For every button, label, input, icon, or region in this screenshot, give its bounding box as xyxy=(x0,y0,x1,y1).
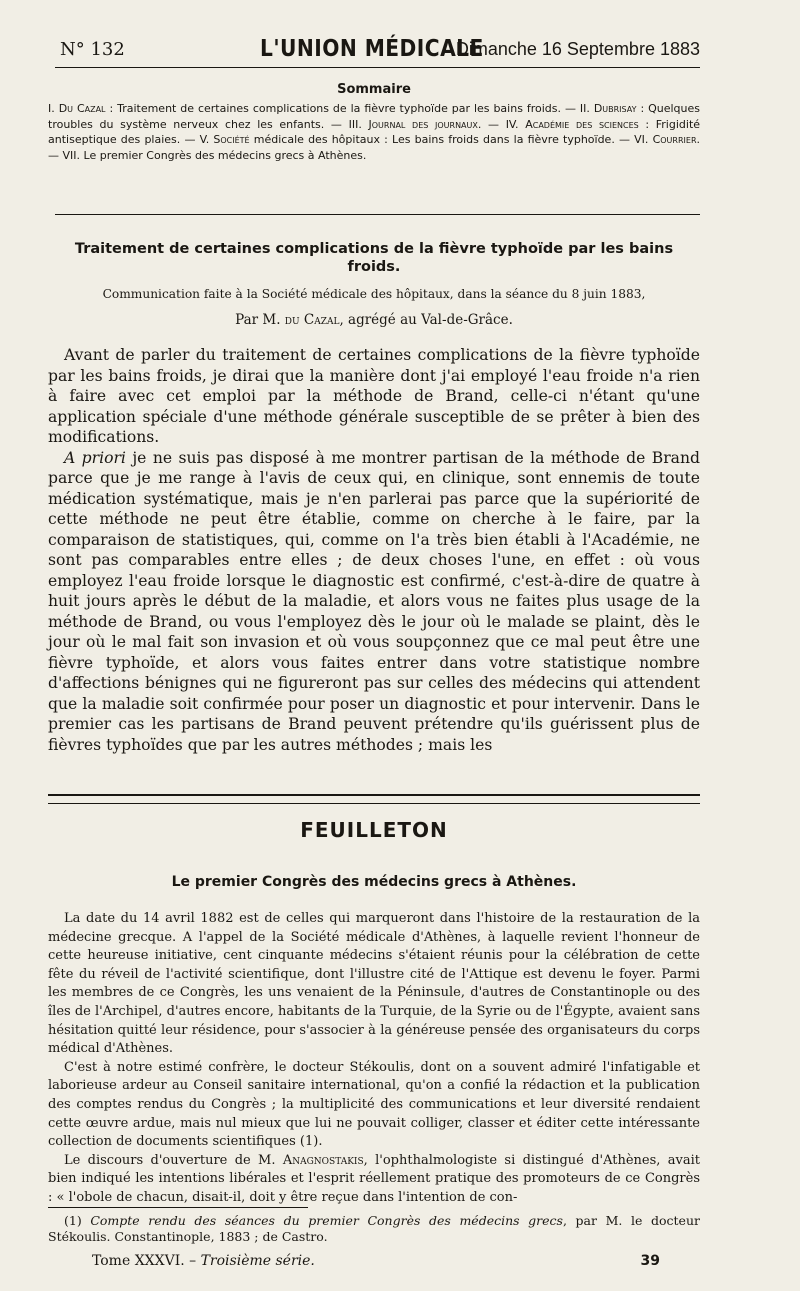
summary-rule xyxy=(55,214,700,215)
summary-item-6: VI. Courrier. — xyxy=(48,133,701,162)
author-name: du Cazal xyxy=(284,312,340,328)
issue-date: Dimanche 16 Septembre 1883 xyxy=(455,39,700,59)
summary-item-5: V. Société médicale des hôpitaux : Les bains froids dans la fièvre typhoïde. — xyxy=(199,133,635,147)
article-body xyxy=(48,345,700,755)
summary-item-2: II. Dubrisay : Quelques troubles du système nerveux chez les enfants. — xyxy=(48,102,700,131)
footnote-title: Compte rendu des séances du premier Congrès des médecins grecs xyxy=(90,1213,563,1228)
article-title: Traitement de certaines complications de la fièvre typhoïde par les bains froids. xyxy=(74,241,674,275)
summary-item-3: III. Journal des journaux. — xyxy=(348,117,506,131)
article-communication: Communication faite à la Société médicale des hôpitaux, dans la séance du 8 juin 1883, xyxy=(102,287,646,301)
journal-title: L'UNION MÉDICALE xyxy=(260,36,484,62)
issue-number: N° 132 xyxy=(60,39,125,60)
article-paragraph: Avant de parler du traitement de certaines complications de la fièvre typhoïde par les bains froids, je dirai que la manière dont j'ai employé l'eau froide n'a rien à faire avec cet emploi par la méthode de Brand, celle-ci n'étant qu'une application spéciale d'une méthode générale susceptible de se prêter à bien des modifications. xyxy=(48,346,700,446)
feuilleton-subtitle: Le premier Congrès des médecins grecs à Athènes. xyxy=(171,874,577,890)
summary-item-4: IV. Académie des sciences : Frigidité antiseptique des plaies. — xyxy=(48,117,701,147)
summary-section xyxy=(48,82,700,163)
masthead xyxy=(52,32,700,62)
volume-label: Tome XXXVI. – Troisième série. xyxy=(92,1253,315,1269)
article-byline: Par M. du Cazal, agrégé au Val-de-Grâce. xyxy=(235,312,513,328)
page-footer xyxy=(48,1253,700,1273)
summary-item-1: I. Du Cazal : Traitement de certaines complications de la fièvre typhoïde par les bains froids. — xyxy=(48,102,580,116)
summary-item-7: VII. Le premier Congrès des médecins grecs à Athènes. xyxy=(62,148,367,162)
feuilleton-body xyxy=(48,910,700,1208)
article-paragraph: A priori je ne suis pas disposé à me montrer partisan de la méthode de Brand parce que je me range à l'avis de ceux qui, en clinique, sont ennemis de toute médication systématique, mais je n'en parlerai pas parce que la supériorité de cette méthode ne peut être établie, comme on cherche à le faire, par la comparaison de statistiques, qui, comme on l'a très bien établi à l'Académie, ne sont pas comparables entre elles ; de deux choses l'une, en effet : où vous employez l'eau froide lorsque le diagnostic est confirmé, c'est-à-dire de quatre à huit jours après le début de la maladie, et alors vous ne faites plus usage de la méthode de Brand, ou vous l'employez dès le jour où le malade se plaint, dès le jour où le mal fait son invasion et où vous soupçonnez que ce mal peut être une fièvre typhoïde, et alors vous faites entrer dans votre statistique nombre d'affections bénignes qui ne figureront pas sur celles des médecins qui attendent que la maladie soit confirmée pour poser un diagnostic et pour intervenir. Dans le premier cas les partisans de Brand peuvent prétendre qu'ils guérissent plus de fièvres typhoïdes que par les autres méthodes ; mais les xyxy=(48,448,700,754)
masthead-rule xyxy=(55,67,700,68)
footnote: (1) Compte rendu des séances du premier Congrès des médecins grecs, par M. le docteur Stékoulis. Constantinople, 1883 ; de Castro. xyxy=(48,1213,700,1245)
section-divider xyxy=(48,794,700,804)
feuilleton-paragraph: Le discours d'ouverture de M. Anagnostakis, l'ophthalmologiste si distingué d'Athènes, avait bien indiqué les intentions libérales et l'esprit réellement pratique des promoteurs de ce Congrès : « l'obole de chacun, disait-il, doit y être reçue dans l'intention de con- xyxy=(48,1152,700,1205)
page-number: 39 xyxy=(640,1253,660,1269)
summary-list xyxy=(48,101,700,163)
footnote-rule xyxy=(48,1207,308,1208)
summary-title: Sommaire xyxy=(337,82,411,97)
feuilleton-paragraph: La date du 14 avril 1882 est de celles qui marqueront dans l'histoire de la restauration de la médecine grecque. A l'appel de la Société médicale d'Athènes, à laquelle revient l'honneur de cette heureuse initiative, cent cinquante médecins s'étaient réunis pour la célébration de cette fête du réveil de l'activité scientifique, dont l'illustre cité de l'Attique est devenu le foyer. Parmi les membres de ce Congrès, les uns venaient de la Péninsule, d'autres de Constantinople ou des îles de l'Archipel, d'autres encore, habitants de la Turquie, de la Syrie ou de l'Égypte, avaient sans hésitation quitté leur résidence, pour s'associer à la généreuse pensée des organisateurs du corps médical d'Athènes. xyxy=(48,911,700,1057)
feuilleton-paragraph: C'est à notre estimé confrère, le docteur Stékoulis, dont on a souvent admiré l'infatigable et laborieuse ardeur au Conseil sanitaire international, qu'on a confié la rédaction et la publication des comptes rendus du Congrès ; la multiplicité des communications et leur diversité rendaient cette œuvre ardue, mais nul mieux que lui ne pouvait colliger, classer et éditer cette intéressante collection de documents scientifiques (1). xyxy=(48,1059,700,1150)
feuilleton-heading: FEUILLETON xyxy=(300,818,448,842)
